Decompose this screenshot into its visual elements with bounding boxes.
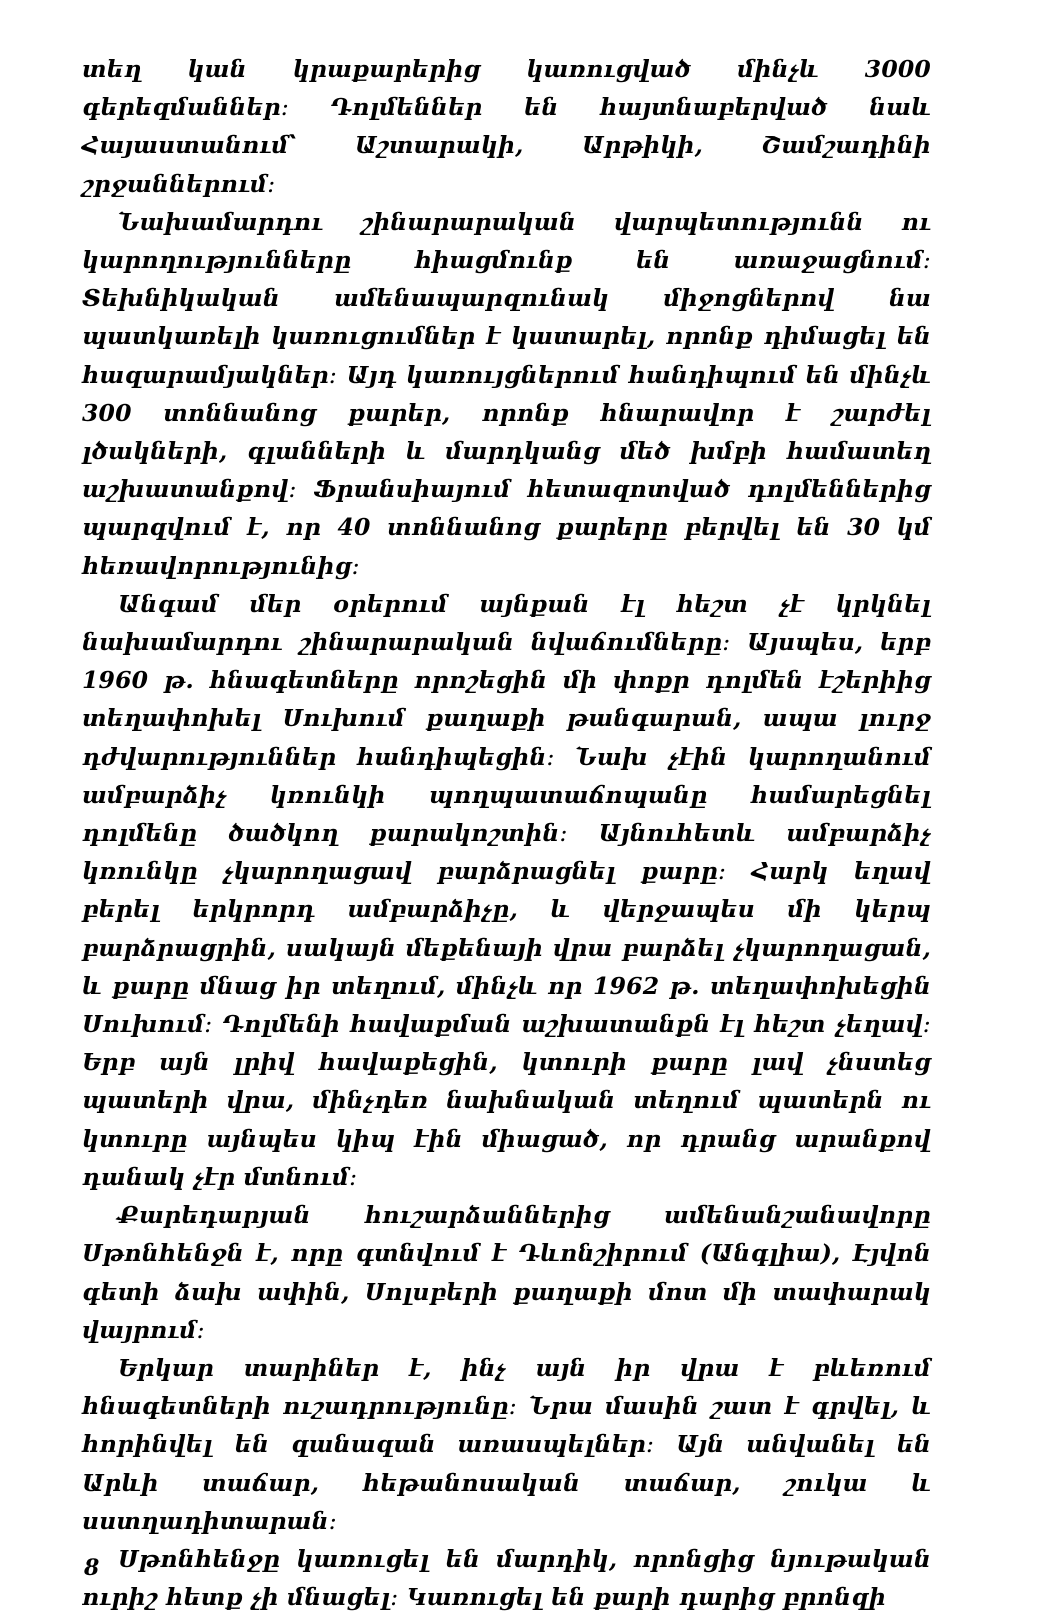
- page-number: 8: [84, 1555, 100, 1581]
- body-text: [82, 50, 931, 1616]
- paragraph-6: Սթոնհենջը կառուցել են մարդիկ, որոնցից նյութական ուրիշ հետք չի մնացել։ Կառուցել են քարի դարից բրոնզի: [82, 1544, 931, 1612]
- paragraph-3: Անգամ մեր օրերում այնքան էլ հեշտ չէ կրկնել նախամարդու շինարարական նվաճումները։ Այսպես, երբ 1960 թ. հնագետները որոշեցին մի փոքր դոլմեն էշերիից տեղափոխել Սուխում քաղաքի թանգարան, ապա լուրջ դժվարություններ հանդիպեցին։ Նախ չէին կարողանում ամբարձիչ կռունկի պողպատաճոպանը համարեցնել դոլմենը ծածկող քարակոշտին։ Այնուհետև ամբարձիչ կռունկը չկարողացավ բարձրացնել քարը։ Հարկ եղավ բերել երկրորդ ամբարձիչը, և վերջապես մի կերպ բարձրացրին, սակայն մեքենայի վրա բարձել չկարողացան, և քարը մնաց իր տեղում, մինչև որ 1962 թ. տեղափոխեցին Սուխում։ Դոլմենի հավաքման աշխատանքն էլ հեշտ չեղավ։ Երբ այն լրիվ հավաքեցին, կտուրի քարը լավ չնստեց պատերի վրա, մինչդեռ նախնական տեղում պատերն ու կտուրը այնպես կիպ էին միացած, որ դրանց արանքով դանակ չէր մտնում։: [82, 589, 931, 1191]
- paragraph-4: Քարեդարյան հուշարձաններից ամենանշանավորը Սթոնհենջն է, որը գտնվում է Դևոնշիրում (Անգլիա), Էյվոն գետի ձախ ափին, Սոլսբերի քաղաքի մոտ մի տափարակ վայրում։: [82, 1201, 931, 1344]
- paragraph-5: Երկար տարիներ է, ինչ այն իր վրա է բևեռում հնագետների ուշադրությունը։ Նրա մասին շատ է գրվել, և հորինվել են զանազան առասպելներ։ Այն անվանել են Արևի տաճար, հեթանոսական տաճար, շուկա և սստղադիտարան։: [82, 1353, 931, 1535]
- paragraph-2: Նախամարդու շինարարական վարպետությունն ու կարողությունները հիացմունք են առաջացնում։ Տեխնիկական ամենապարզունակ միջոցներով նա պատկառելի կառուցումներ է կատարել, որոնք դիմացել են հազարամյակներ։ Այդ կառույցներում հանդիպում են մինչև 300 տոննանոց քարեր, որոնք հնարավոր է շարժել լծակների, գլանների և մարդկանց մեծ խմբի համատեղ աշխատանքով։ Ֆրանսիայում հետազոտված դոլմեններից պարզվում է, որ 40 տոննանոց քարերը բերվել են 30 կմ հեռավորությունից։: [82, 207, 931, 580]
- paragraph-1: տեղ կան կրաքարերից կառուցված մինչև 3000 գերեզմաններ։ Դոլմեններ են հայտնաբերված նաև Հայաստանում՝ Աշտարակի, Արթիկի, Շամշադինի շրջաններում։: [82, 55, 931, 198]
